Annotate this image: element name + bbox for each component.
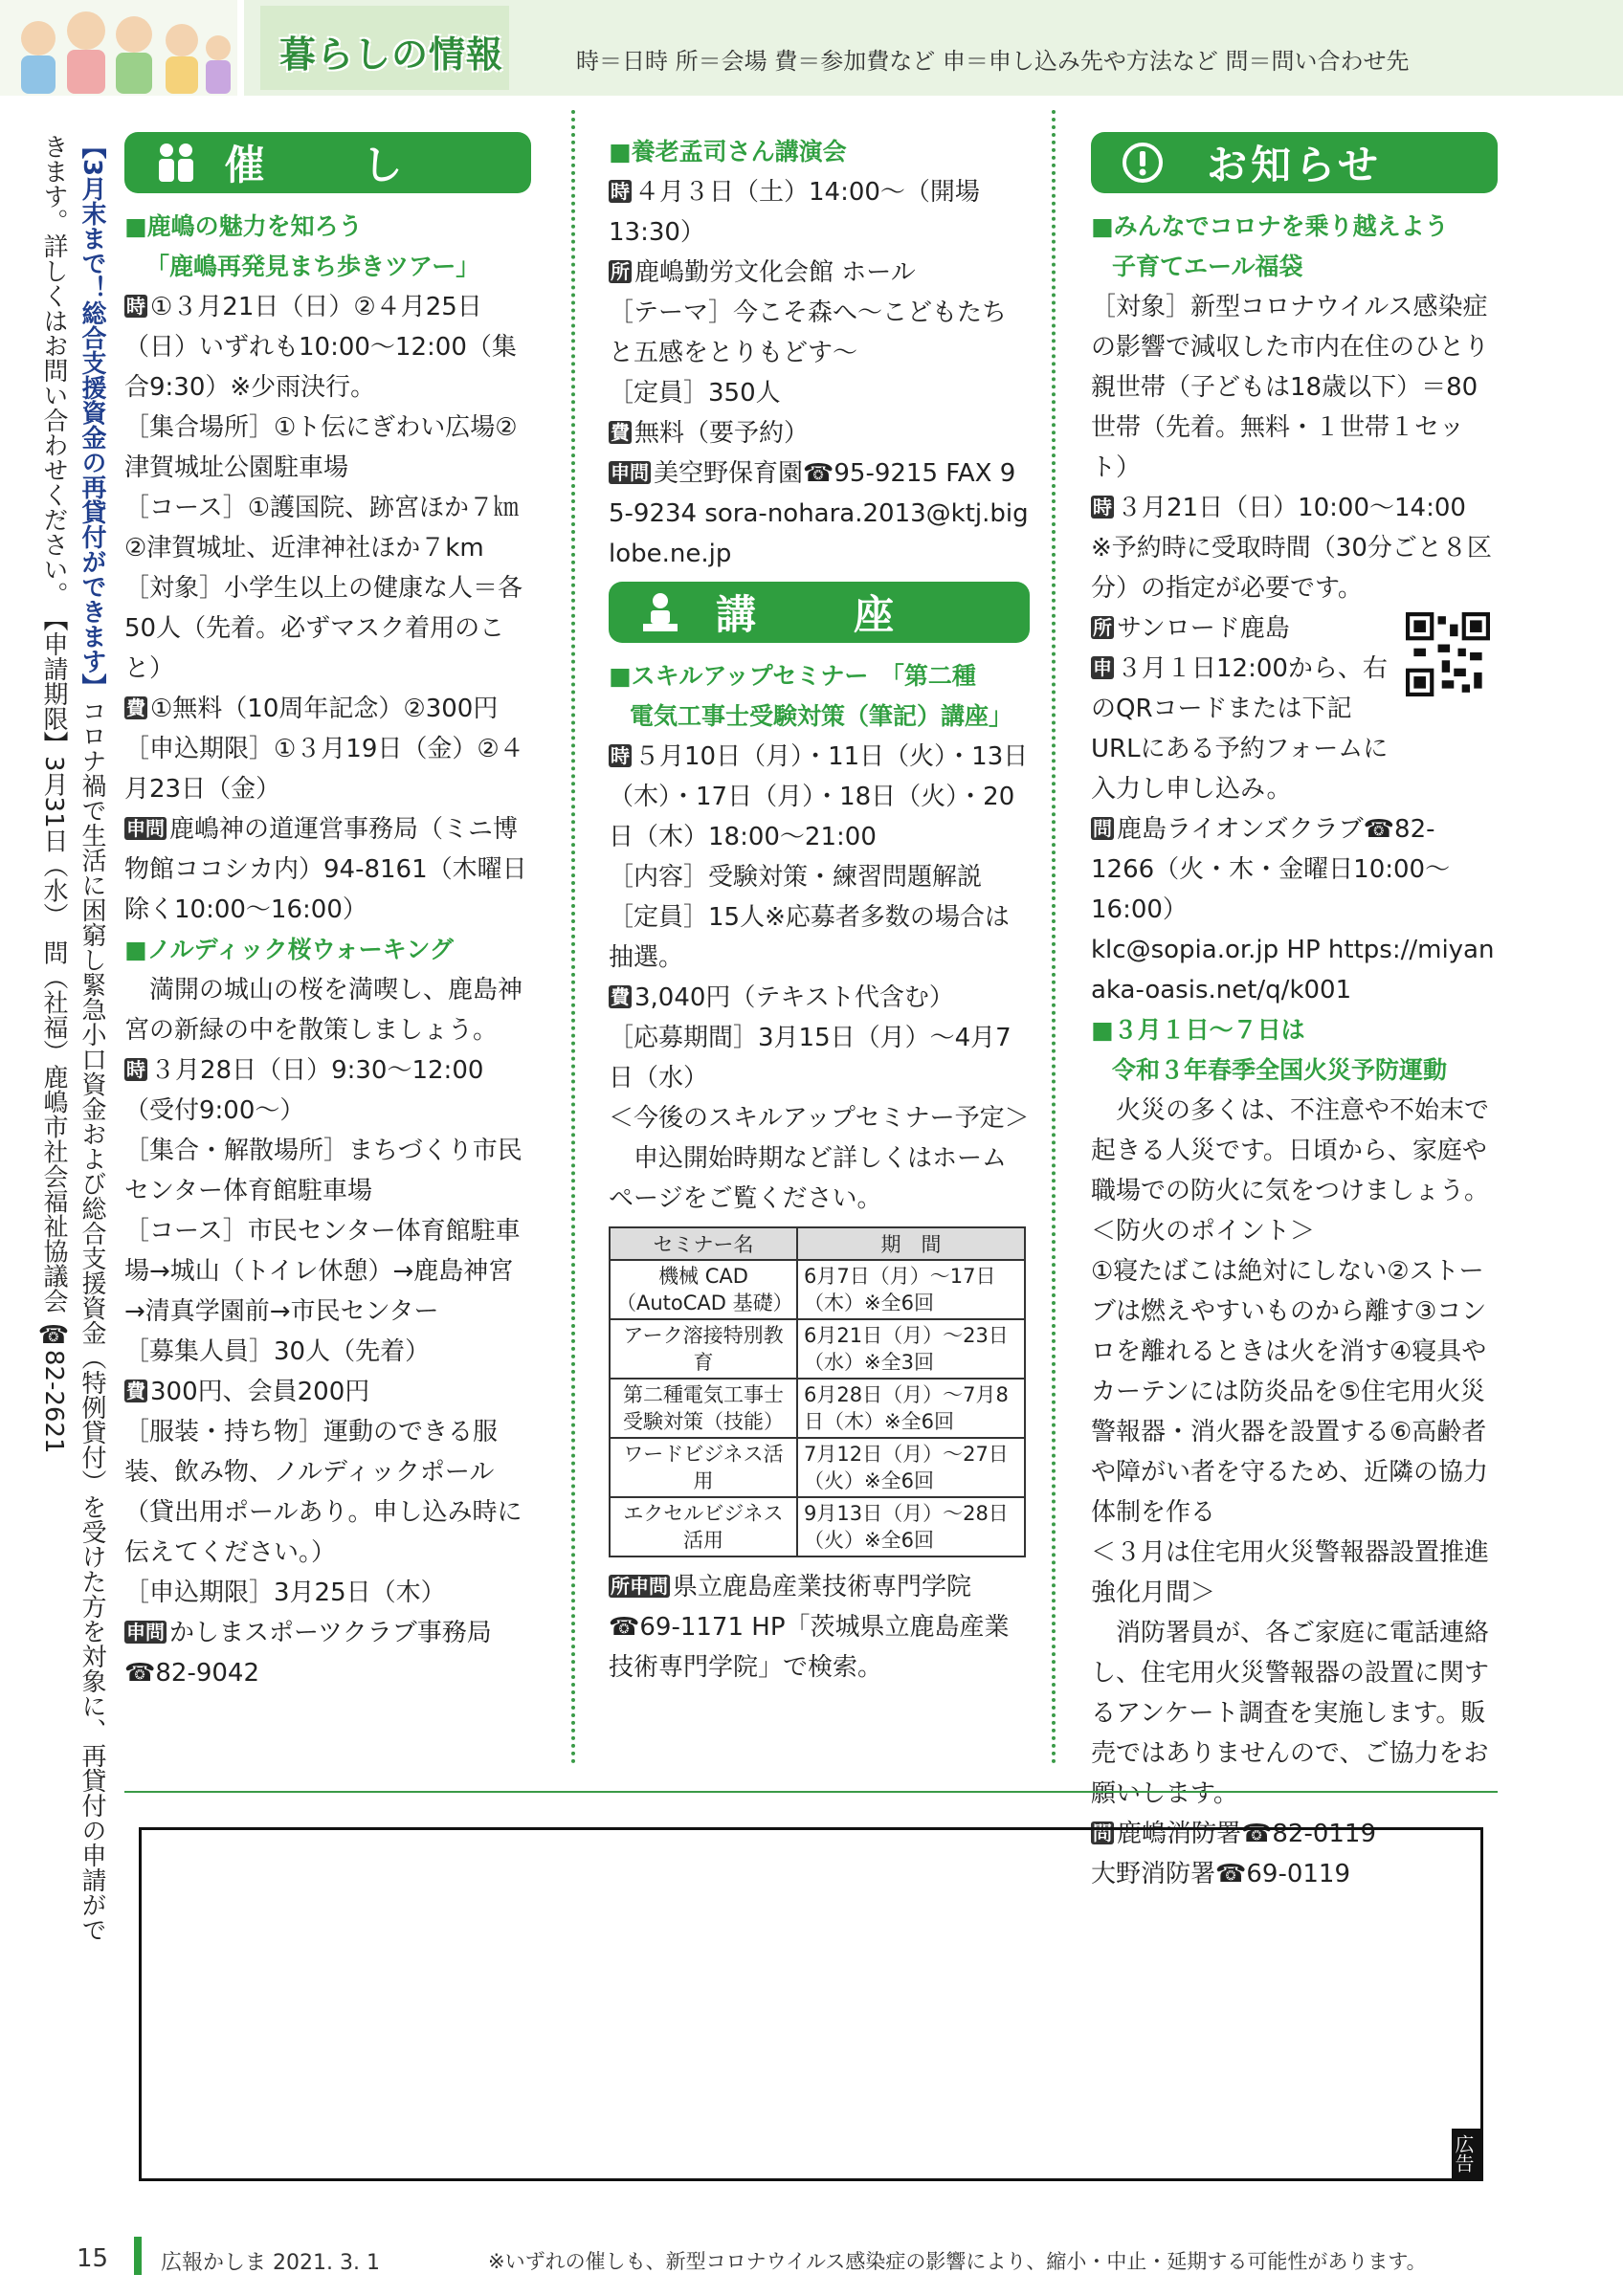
seminar-period: 6月7日（月）～17日（木）※全6回 — [797, 1260, 1025, 1319]
event-time: 時 ３月28日（日）9:30～12:00（受付9:00～） — [124, 1056, 484, 1125]
footer-bar — [134, 2237, 142, 2275]
event-content: ［内容］受験対策・練習問題解説 — [609, 863, 983, 892]
event-period: ［応募期間］3月15日（月）～4月7日（水） — [609, 1024, 1012, 1093]
divider-line — [124, 1791, 1498, 1793]
event-course: ［コース］市民センター体育館駐車場→城山（トイレ休憩）→鹿島神宮→清真学園前→市民センター — [124, 1217, 521, 1326]
table-row — [610, 1379, 1025, 1438]
event-meet: ［集合・解散場所］まちづくり市民センター体育館駐車場 — [124, 1137, 522, 1205]
event-subheading: 電気工事士受験対策（筆記）講座」 — [630, 702, 1013, 730]
event-contact: 大野消防署☎69-0119 — [1091, 1860, 1351, 1888]
column-events — [124, 132, 531, 1693]
event-subheading: 子育てエール福袋 — [1112, 253, 1303, 280]
people-icon — [153, 142, 199, 184]
section-header-events — [124, 132, 531, 193]
event-time: 時 ①３月21日（日）②４月25日（日）いずれも10:00～12:00（集合9:30）※少雨決行。 — [124, 293, 517, 402]
event-meet: ［集合場所］①ト伝にぎわい広場②津賀城址公園駐車場 — [124, 413, 518, 482]
place-mark: 所 — [1093, 616, 1112, 639]
time-mark: 時 — [126, 295, 145, 318]
table-header: 期 間 — [797, 1227, 1025, 1260]
table-row — [610, 1497, 1025, 1556]
seminar-name: アーク溶接特別教育 — [610, 1319, 797, 1379]
side-note-body: コロナ禍で生活に困窮し緊急小口資金および総合支援資金（特例貸付）を受けた方を対象に、再貸付の申請ができます。詳しくはお問い合わせください。 — [39, 134, 106, 1943]
fee-mark: 費 — [126, 696, 145, 719]
event-contact: 申問 美空野保育園☎95-9215 FAX 95-9234 sora-nohara.2013@ktj.biglobe.ne.jp — [609, 459, 1029, 568]
event-intro: 火災の多くは、不注意や不始末で起きる人災です。日頃から、家庭や職場での防火に気をつけましょう。 — [1091, 1096, 1490, 1205]
event-contact: 問 鹿島ライオンズクラブ☎82-1266（火・木・金曜日10:00～16:00） — [1091, 815, 1451, 924]
page-footer — [0, 2229, 1623, 2296]
seminar-name: 機械 CAD（AutoCAD 基礎） — [610, 1260, 797, 1319]
event-contact: 申問 鹿嶋神の道運営事務局（ミニ博物館ココシカ内）94-8161（木曜日除く10:00～16:00） — [124, 815, 527, 924]
seminar-period: 6月28日（月）～7月8日（木）※全6回 — [797, 1379, 1025, 1438]
qr-code-icon — [1406, 612, 1490, 696]
apply-ask-mark: 申問 — [126, 817, 165, 840]
ad-box — [139, 1827, 1483, 2181]
exclamation-icon — [1120, 142, 1166, 184]
event-subheading: 「鹿嶋再発見まち歩きツアー」 — [145, 253, 480, 280]
event-tel: ☎82-9042 — [124, 1659, 260, 1688]
apply-mark: 申 — [1093, 656, 1112, 679]
page-number: 15 — [77, 2244, 109, 2273]
side-note — [34, 134, 111, 1952]
event-intro: 満開の城山の桜を満喫し、鹿島神宮の新緑の中を散策しましょう。 — [124, 976, 523, 1045]
event-time: 時 ４月３日（土）14:00～（開場13:30） — [609, 178, 980, 247]
event-fee: 費 3,040円（テキスト代含む） — [611, 983, 954, 1012]
event-tel: ☎69-1171 HP「茨城県立鹿島産業技術専門学院」で検索。 — [609, 1613, 1010, 1682]
column-lectures — [609, 132, 1030, 1688]
section-title: お知らせ — [1207, 142, 1382, 188]
column-divider — [571, 110, 575, 1765]
page-header — [0, 0, 1623, 96]
fee-mark: 費 — [611, 421, 630, 444]
legend: 時＝日時 所＝会場 費＝参加費など 申＝申し込み先や方法など 問＝問い合わせ先 — [576, 48, 1410, 75]
time-mark: 時 — [611, 744, 630, 767]
upcoming-title: ＜今後のスキルアップセミナー予定＞ — [609, 1104, 1030, 1133]
ad-label: 広告 — [1452, 2129, 1480, 2178]
side-note-contact: 問（社福）鹿嶋市社会福祉協議会 ☎82-2621 — [39, 939, 68, 1454]
page-title: 暮らしの情報 — [279, 33, 504, 76]
event-contact: 所申問 県立鹿島産業技術専門学院 — [611, 1573, 972, 1601]
month-title: ＜３月は住宅用火災警報器設置推進強化月間＞ — [1091, 1538, 1490, 1607]
table-row — [610, 1260, 1025, 1319]
event-target: ［対象］新型コロナウイルス感染症の影響で減収した市内在住のひとり親世帯（子どもは18歳以下）＝80世帯（先着。無料・１世帯１セット） — [1091, 293, 1490, 482]
event-fee: 費 ①無料（10周年記念）②300円 — [126, 695, 499, 723]
side-note-highlight: 【3月末まで！総合支援資金の再貸付ができます】 — [78, 134, 106, 699]
event-note: ※予約時に受取時間（30分ごと８区分）の指定が必要です。 — [1091, 534, 1492, 603]
points-body: ①寝たばこは絶対にしない②ストーブは燃えやすいものから離す③コンロを離れるときは火を消す④寝具やカーテンには防炎品を⑤住宅用火災警報器・消火器を設置する⑥高齢者や障がい者を守るため、近隣の協力体制を作る — [1091, 1257, 1488, 1527]
month-body: 消防署員が、各ご家庭に電話連絡し、住宅用火災警報器の設置に関するアンケート調査を実施します。販売ではありませんので、ご協力をお願いします。 — [1091, 1619, 1490, 1808]
event-apply: 申 ３月１日12:00から、右のQRコードまたは下記URLにある予約フォームに入力し申し込み。 — [1091, 654, 1389, 804]
event-contact: 申問 かしまスポーツクラブ事務局 — [126, 1619, 492, 1647]
event-subheading: 令和３年春季全国火災予防運動 — [1112, 1056, 1448, 1084]
event-fee: 費 無料（要予約） — [611, 419, 810, 448]
event-course: ［コース］①護国院、跡宮ほか７㎞②津賀城址、近津神社ほか７km — [124, 494, 520, 563]
seminar-period: 7月12日（月）～27日（火）※全6回 — [797, 1438, 1025, 1497]
table-row — [610, 1319, 1025, 1379]
event-heading: ■鹿嶋の魅力を知ろう — [124, 212, 363, 240]
event-web: klc@sopia.or.jp HP https://miyanaka-oasis.net/q/k001 — [1091, 936, 1495, 1004]
seminar-table — [609, 1226, 1026, 1557]
apply-ask-mark: 申問 — [611, 461, 649, 484]
lecturer-icon — [637, 591, 683, 633]
event-time: 時 ３月21日（日）10:00～14:00 — [1093, 494, 1466, 522]
event-venue: 所 サンロード鹿島 — [1093, 614, 1290, 643]
event-fee: 費 300円、会員200円 — [126, 1378, 370, 1406]
fee-mark: 費 — [126, 1380, 145, 1402]
event-time: 時 ５月10日（月）・11日（火）・13日（木）・17日（月）・18日（火）・20日（木）18:00～21:00 — [609, 742, 1029, 851]
event-items: ［服装・持ち物］運動のできる服装、飲み物、ノルディックポール（貸出用ポールあり。申し込み時に伝えてください。） — [124, 1418, 522, 1567]
time-mark: 時 — [1093, 496, 1112, 519]
fee-mark: 費 — [611, 985, 630, 1008]
event-heading: ■３月１日～７日は — [1091, 1016, 1305, 1044]
event-recruit: ［募集人員］30人（先着） — [124, 1337, 431, 1366]
side-note-period: 【申請期限】3月31日（水） — [39, 619, 68, 916]
seminar-name: 第二種電気工事士受験対策（技能） — [610, 1379, 797, 1438]
points-title: ＜防火のポイント＞ — [1091, 1217, 1316, 1246]
place-apply-ask-mark: 所申問 — [611, 1575, 668, 1598]
event-heading: ■養老孟司さん講演会 — [609, 138, 847, 166]
event-heading: ■ノルディック桜ウォーキング — [124, 936, 454, 963]
ask-mark: 問 — [1093, 1821, 1112, 1844]
time-mark: 時 — [126, 1058, 145, 1081]
event-heading: ■みんなでコロナを乗り越えよう — [1091, 212, 1449, 240]
table-header: セミナー名 — [610, 1227, 797, 1260]
upcoming-note: 申込開始時期など詳しくはホームページをご覧ください。 — [609, 1144, 1008, 1213]
seminar-name: エクセルビジネス活用 — [610, 1497, 797, 1556]
event-deadline: ［申込期限］3月25日（木） — [124, 1578, 446, 1607]
ask-mark: 問 — [1093, 817, 1112, 840]
publication-name: 広報かしま 2021. 3. 1 — [161, 2251, 380, 2275]
seminar-period: 9月13日（月）～28日（火）※全6回 — [797, 1497, 1025, 1556]
event-deadline: ［申込期限］①３月19日（金）②４月23日（金） — [124, 735, 524, 804]
event-target: ［対象］小学生以上の健康な人＝各50人（先着。必ずマスク着用のこと） — [124, 574, 523, 683]
apply-ask-mark: 申問 — [126, 1621, 165, 1644]
section-header-lectures — [609, 582, 1030, 643]
section-title: 講 座 — [715, 591, 923, 638]
time-mark: 時 — [611, 180, 630, 203]
table-row — [610, 1438, 1025, 1497]
event-contact: 問 鹿嶋消防署☎82-0119 — [1093, 1820, 1377, 1848]
event-capacity: ［定員］350人 — [609, 379, 781, 408]
event-heading: ■スキルアップセミナー 「第二種 — [609, 662, 976, 690]
footer-note: ※いずれの催しも、新型コロナウイルス感染症の影響により、縮小・中止・延期する可能性があります。 — [488, 2250, 1427, 2273]
seminar-period: 6月21日（月）～23日（水）※全3回 — [797, 1319, 1025, 1379]
column-notices — [1091, 132, 1498, 1894]
column-divider — [1052, 110, 1056, 1765]
event-theme: ［テーマ］今こそ森へ～こどもたちと五感をとりもどす～ — [609, 298, 1008, 367]
event-capacity: ［定員］15人※応募者多数の場合は抽選。 — [609, 903, 1010, 972]
seminar-name: ワードビジネス活用 — [610, 1438, 797, 1497]
family-illustration-icon — [0, 0, 237, 96]
event-venue: 所 鹿嶋勤労文化会館 ホール — [611, 258, 916, 287]
section-header-notices — [1091, 132, 1498, 193]
place-mark: 所 — [611, 260, 630, 283]
section-title: 催 し — [224, 142, 432, 188]
